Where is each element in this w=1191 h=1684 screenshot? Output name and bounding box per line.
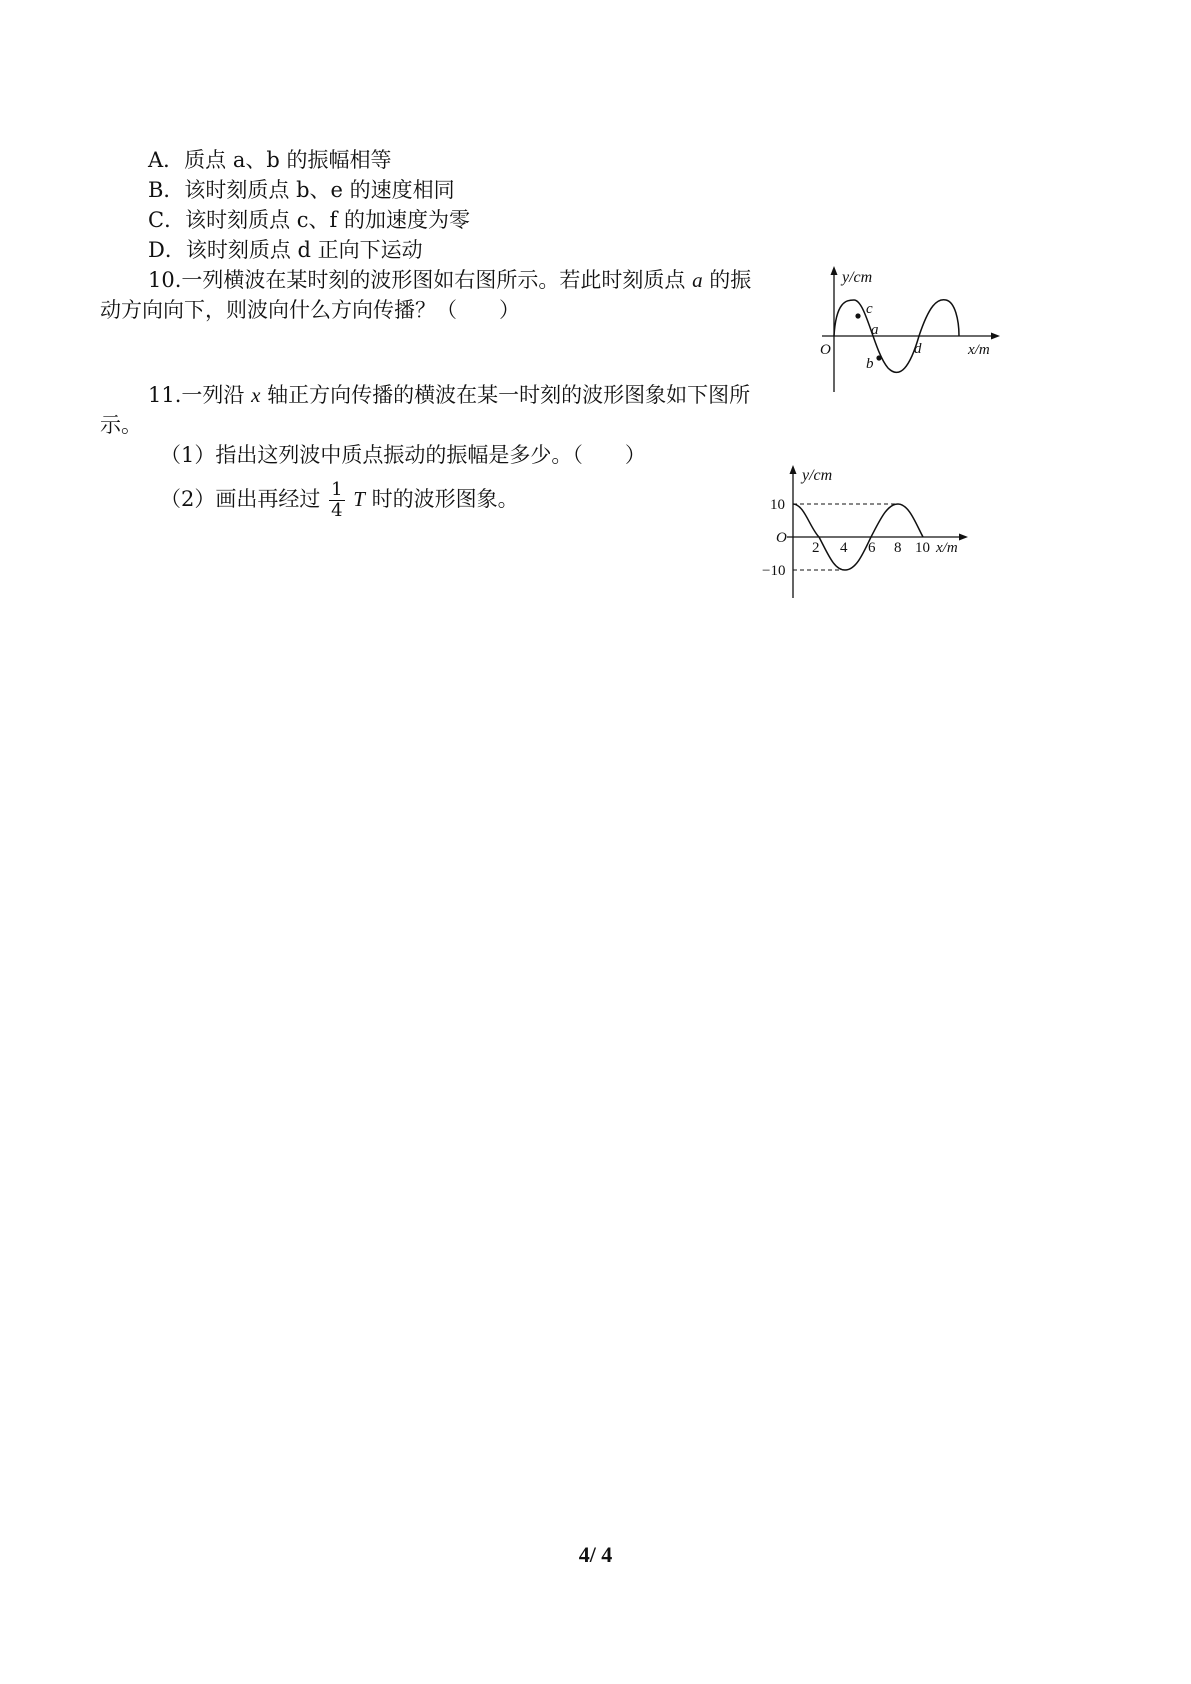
wave-figure-2 xyxy=(752,458,974,602)
fig2-x-tick-2: 2 xyxy=(812,540,820,556)
fig2-x-tick-8: 8 xyxy=(894,540,902,556)
fig1-y-label: y/cm xyxy=(842,269,873,286)
page-number: 4/ 4 xyxy=(578,1542,613,1567)
q10-text-pre: 10.一列横波在某时刻的波形图如右图所示。若此时刻质点 xyxy=(148,268,686,292)
q11-line2: 示。 xyxy=(100,413,142,437)
fig1-y-arrow xyxy=(831,266,838,275)
q10-var-a: a xyxy=(692,268,703,292)
q11-sub2 xyxy=(160,480,519,521)
fig2-x-tick-10: 10 xyxy=(915,540,930,556)
fig1-point-b xyxy=(876,355,881,360)
q10-line2: 动方向向下，则波向什么方向传播？（ ） xyxy=(100,298,520,322)
fig2-y-tick-neg10: −10 xyxy=(762,563,786,579)
fig2-x-tick-6: 6 xyxy=(868,540,876,556)
fig1-label-c: c xyxy=(866,301,873,317)
option-c: C．该时刻质点 c、f 的加速度为零 xyxy=(148,208,470,232)
fig2-y-label: y/cm xyxy=(802,467,833,484)
q11-text-pre: 11.一列沿 xyxy=(148,383,245,407)
q11-sub2-pre: （2）画出再经过 xyxy=(160,487,321,511)
q11-var-x: x xyxy=(251,383,261,407)
option-d: D．该时刻质点 d 正向下运动 xyxy=(148,238,423,262)
fig2-x-label: x/m xyxy=(936,540,958,556)
fig1-label-d: d xyxy=(914,341,922,357)
wave-figure-1 xyxy=(818,262,1006,396)
q10-text-post: 的振 xyxy=(709,268,752,292)
fraction-denominator: 4 xyxy=(331,500,343,521)
q11-text-post: 轴正方向传播的横波在某一时刻的波形图象如下图所 xyxy=(267,383,751,407)
q11-line1 xyxy=(148,380,750,410)
fig2-x-tick-4: 4 xyxy=(840,540,848,556)
fig1-x-arrow xyxy=(991,333,1000,340)
fig1-label-b: b xyxy=(866,356,874,372)
fig1-x-label: x/m xyxy=(968,342,990,358)
q11-var-T: T xyxy=(353,487,365,511)
fig1-origin: O xyxy=(820,342,831,358)
fig2-y-arrow xyxy=(790,465,797,474)
fig2-x-arrow xyxy=(959,534,968,541)
option-b: B．该时刻质点 b、e 的速度相同 xyxy=(148,178,455,202)
q10-line1 xyxy=(148,265,751,295)
q11-sub2-post: 时的波形图象。 xyxy=(371,487,519,511)
option-a: A．质点 a、b 的振幅相等 xyxy=(148,148,392,172)
fig1-label-a: a xyxy=(871,322,879,338)
q11-sub1: （1）指出这列波中质点振动的振幅是多少。（ ） xyxy=(160,443,646,467)
fig1-point-c xyxy=(855,313,860,318)
fig2-y-tick-10: 10 xyxy=(770,497,785,513)
fraction-numerator: 1 xyxy=(331,479,343,500)
fig2-origin: O xyxy=(776,530,787,546)
fraction-one-quarter xyxy=(329,480,344,521)
